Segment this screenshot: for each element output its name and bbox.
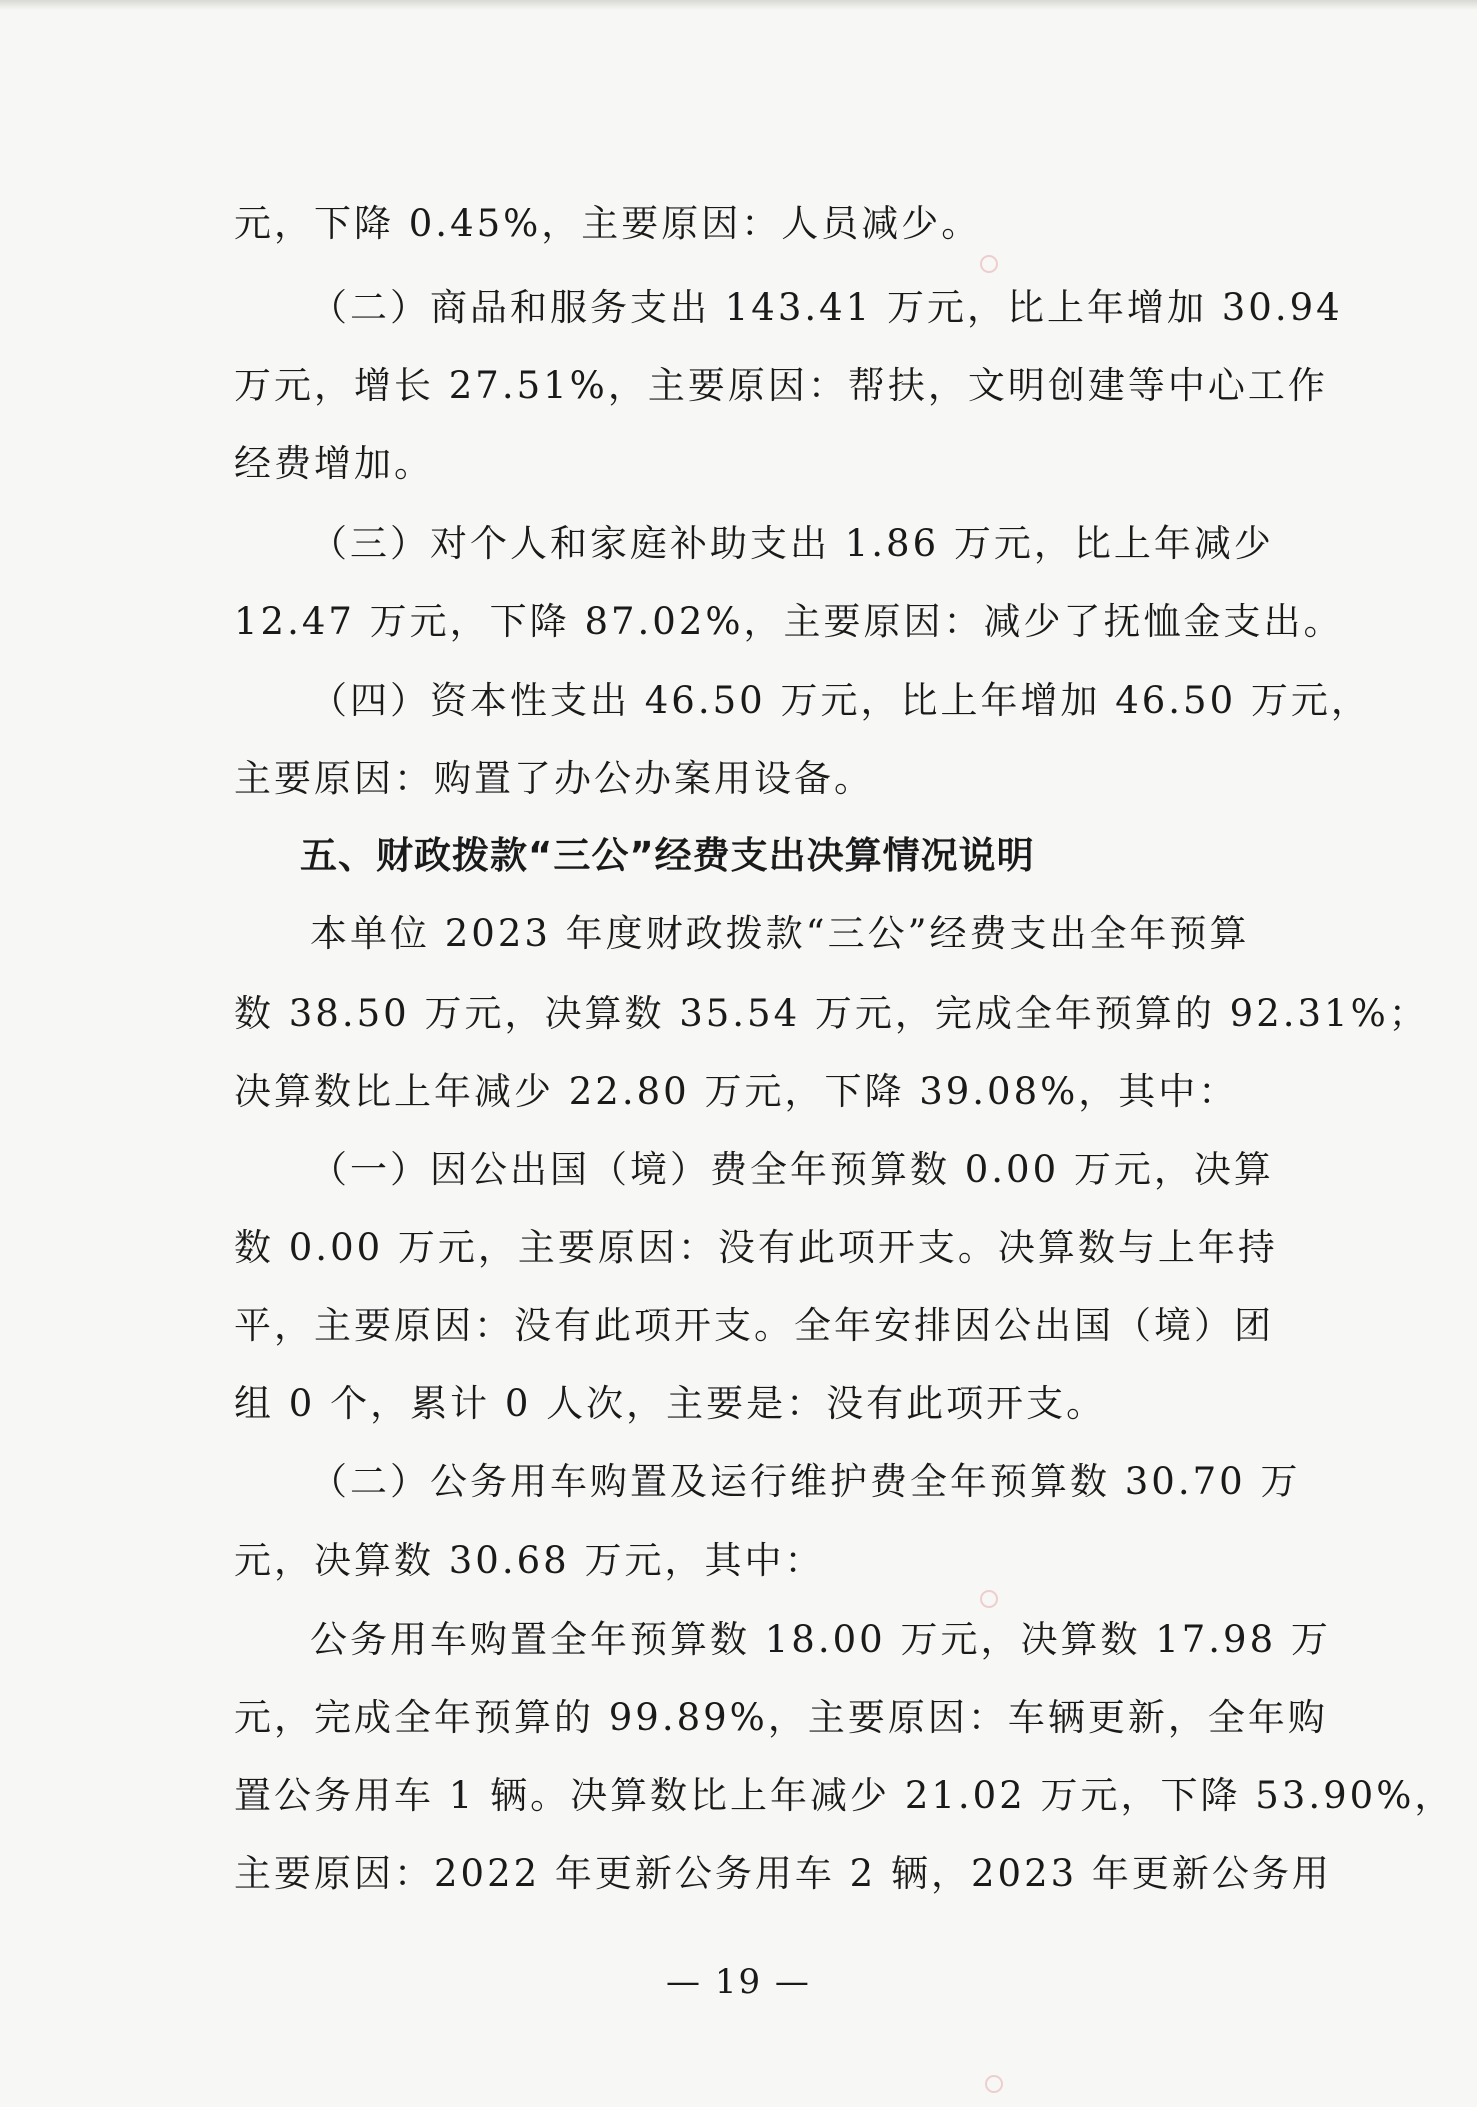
- seal-trace-mark: [980, 255, 998, 273]
- text-line-4: 经费增加。: [234, 442, 434, 485]
- text-line-2: （二）商品和服务支出 143.41 万元，比上年增加 30.94: [310, 286, 1343, 329]
- section-heading: 五、财政拨款“三公”经费支出决算情况说明: [300, 834, 1035, 877]
- text-line-11: 数 38.50 万元，决算数 35.54 万元，完成全年预算的 92.31%；: [234, 992, 1429, 1035]
- page-number: — 19 —: [666, 1962, 811, 2002]
- text-line-12: 决算数比上年减少 22.80 万元，下降 39.08%，其中：: [234, 1070, 1239, 1113]
- text-line-17: （二）公务用车购置及运行维护费全年预算数 30.70 万: [310, 1460, 1301, 1503]
- text-line-1: 元，下降 0.45%，主要原因：人员减少。: [234, 202, 982, 245]
- scan-edge: [0, 0, 1477, 10]
- text-line-6: 12.47 万元，下降 87.02%，主要原因：减少了抚恤金支出。: [234, 600, 1344, 643]
- text-line-10: 本单位 2023 年度财政拨款“三公”经费支出全年预算: [310, 912, 1250, 955]
- seal-trace-mark: [980, 1590, 998, 1608]
- text-line-5: （三）对个人和家庭补助支出 1.86 万元，比上年减少: [310, 522, 1274, 565]
- text-line-13: （一）因公出国（境）费全年预算数 0.00 万元，决算: [310, 1148, 1274, 1191]
- text-line-20: 元，完成全年预算的 99.89%，主要原因：车辆更新，全年购: [234, 1696, 1328, 1739]
- text-line-3: 万元，增长 27.51%，主要原因：帮扶，文明创建等中心工作: [234, 364, 1328, 407]
- text-line-14: 数 0.00 万元，主要原因：没有此项开支。决算数与上年持: [234, 1226, 1278, 1269]
- text-line-22: 主要原因：2022 年更新公务用车 2 辆，2023 年更新公务用: [234, 1852, 1332, 1895]
- text-line-19: 公务用车购置全年预算数 18.00 万元，决算数 17.98 万: [310, 1618, 1331, 1661]
- seal-trace-mark: [985, 2075, 1003, 2093]
- text-line-21: 置公务用车 1 辆。决算数比上年减少 21.02 万元，下降 53.90%，: [234, 1774, 1455, 1817]
- text-line-16: 组 0 个，累计 0 人次，主要是：没有此项开支。: [234, 1382, 1107, 1425]
- text-line-15: 平，主要原因：没有此项开支。全年安排因公出国（境）团: [234, 1304, 1274, 1347]
- text-line-7: （四）资本性支出 46.50 万元，比上年增加 46.50 万元，: [310, 679, 1371, 722]
- text-line-18: 元，决算数 30.68 万元，其中：: [234, 1539, 825, 1582]
- text-line-8: 主要原因：购置了办公办案用设备。: [234, 757, 874, 800]
